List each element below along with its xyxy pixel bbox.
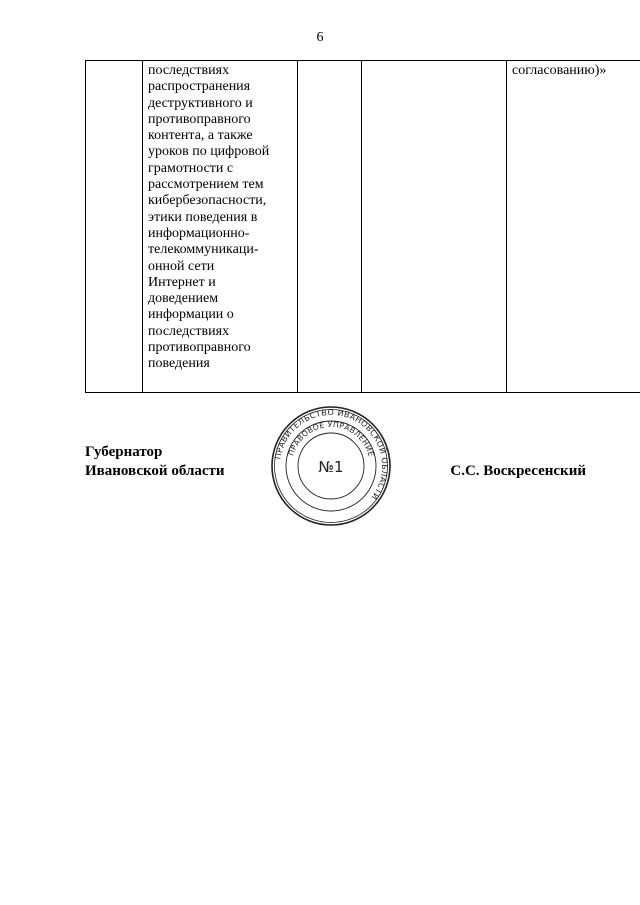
description-line: противоправного — [148, 340, 251, 356]
seal-outer-text: ПРАВИТЕЛЬСТВО ИВАНОВСКОЙ ОБЛАСТИ — [273, 407, 390, 502]
seal-inner-text: ПРАВОВОЕ УПРАВЛЕНИЕ — [286, 419, 376, 458]
note-text: согласованию)» — [512, 63, 607, 78]
description-line: информации о — [148, 307, 234, 323]
signatory-position — [85, 443, 225, 481]
table-cell-empty — [298, 61, 362, 393]
description-line: последствиях — [148, 323, 230, 339]
seal-number: №1 — [318, 458, 344, 476]
description-line: уроков по цифровой — [148, 144, 270, 160]
table-cell-note — [507, 61, 640, 393]
description-line: доведением — [148, 291, 219, 307]
description-line: противоправного — [148, 111, 251, 127]
table-row — [86, 61, 640, 393]
description-line: рассмотрением тем — [148, 177, 264, 193]
continuation-table — [85, 60, 640, 393]
page-number: 6 — [316, 30, 324, 45]
signatory-name: С.С. Воскресенский — [450, 463, 586, 479]
description-line: последствиях — [148, 63, 230, 78]
description-line: Интернет и — [148, 274, 216, 290]
description-line: грамотности с — [148, 160, 234, 176]
position-line-1: Губернатор — [85, 444, 163, 460]
official-seal — [270, 405, 392, 527]
description-line: онной сети — [148, 258, 215, 274]
description-line: контента, а также — [148, 128, 253, 144]
description-line: информационно- — [148, 225, 250, 241]
table-cell-empty — [362, 61, 507, 393]
description-line: этики поведения в — [148, 209, 258, 225]
description-line: кибербезопасности, — [148, 193, 267, 209]
table-cell-description — [143, 61, 298, 393]
description-line: телекоммуникаци- — [148, 242, 259, 258]
description-line: деструктивного и — [148, 95, 253, 111]
description-line: распространения — [148, 79, 251, 95]
description-line: поведения — [148, 356, 210, 372]
table-cell-number — [86, 61, 143, 393]
position-line-2: Ивановской области — [85, 463, 225, 479]
